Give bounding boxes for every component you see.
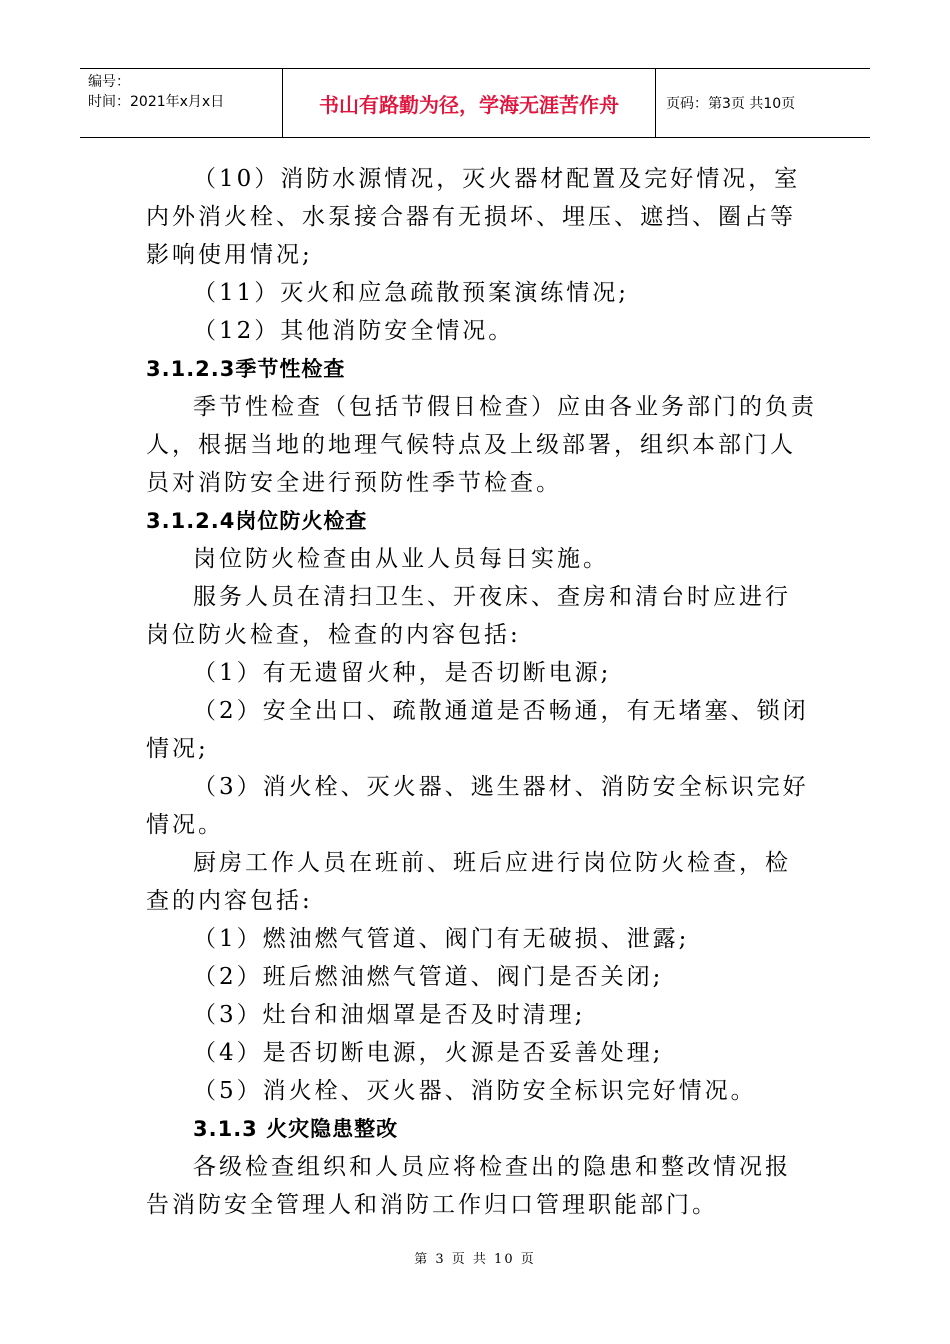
text-line: 告消防安全管理人和消防工作归口管理职能部门。 xyxy=(146,1192,718,1218)
time-label: 时间：2021年x月x日 xyxy=(88,94,225,110)
text-line: （1）燃油燃气管道、阀门有无破损、泄露; xyxy=(193,926,690,952)
page-footer: 第 3 页 共 10 页 xyxy=(414,1252,536,1267)
document-body xyxy=(146,160,817,1224)
text-line: 各级检查组织和人员应将检查出的隐患和整改情况报 xyxy=(193,1154,791,1180)
text-line: （3）灶台和油烟罩是否及时清理; xyxy=(193,1002,586,1028)
text-line: （2）班后燃油燃气管道、阀门是否关闭; xyxy=(193,964,664,990)
section-heading: 3.1.3 火灾隐患整改 xyxy=(193,1117,399,1141)
text-line: （12）其他消防安全情况。 xyxy=(193,318,515,344)
number-label: 编号： xyxy=(88,74,130,90)
text-line: 厨房工作人员在班前、班后应进行岗位防火检查，检 xyxy=(193,850,791,876)
page-info: 页码：第3页 共10页 xyxy=(666,96,796,112)
header-table xyxy=(80,68,870,138)
text-line: 员对消防安全进行预防性季节检查。 xyxy=(146,470,562,496)
text-line: （10）消防水源情况，灭火器材配置及完好情况，室 xyxy=(193,166,801,192)
text-line: 服务人员在清扫卫生、开夜床、查房和清台时应进行 xyxy=(193,584,791,610)
text-line: （1）有无遗留火种，是否切断电源; xyxy=(193,660,612,686)
text-line: 岗位防火检查，检查的内容包括: xyxy=(146,622,521,648)
text-line: （4）是否切断电源，火源是否妥善处理; xyxy=(193,1040,664,1066)
text-line: （3）消火栓、灭火器、逃生器材、消防安全标识完好 xyxy=(193,774,809,800)
text-line: 查的内容包括: xyxy=(146,888,313,914)
motto: 书山有路勤为径，学海无涯苦作舟 xyxy=(283,69,656,137)
text-line: 人，根据当地的地理气候特点及上级部署，组织本部门人 xyxy=(146,432,796,458)
text-line: 情况。 xyxy=(146,812,224,838)
text-line: 季节性检查（包括节假日检查）应由各业务部门的负责 xyxy=(193,394,817,420)
text-line: 情况; xyxy=(146,736,209,762)
section-heading: 3.1.2.4岗位防火检查 xyxy=(146,509,368,533)
text-line: （11）灭火和应急疏散预案演练情况; xyxy=(193,280,630,306)
text-line: （2）安全出口、疏散通道是否畅通，有无堵塞、锁闭 xyxy=(193,698,809,724)
text-line: 内外消火栓、水泵接合器有无损坏、埋压、遮挡、圈占等 xyxy=(146,204,796,230)
text-line: （5）消火栓、灭火器、消防安全标识完好情况。 xyxy=(193,1078,757,1104)
header-meta xyxy=(80,69,283,137)
text-line: 影响使用情况; xyxy=(146,242,313,268)
text-line: 岗位防火检查由从业人员每日实施。 xyxy=(193,546,609,572)
section-heading: 3.1.2.3季节性检查 xyxy=(146,357,346,381)
